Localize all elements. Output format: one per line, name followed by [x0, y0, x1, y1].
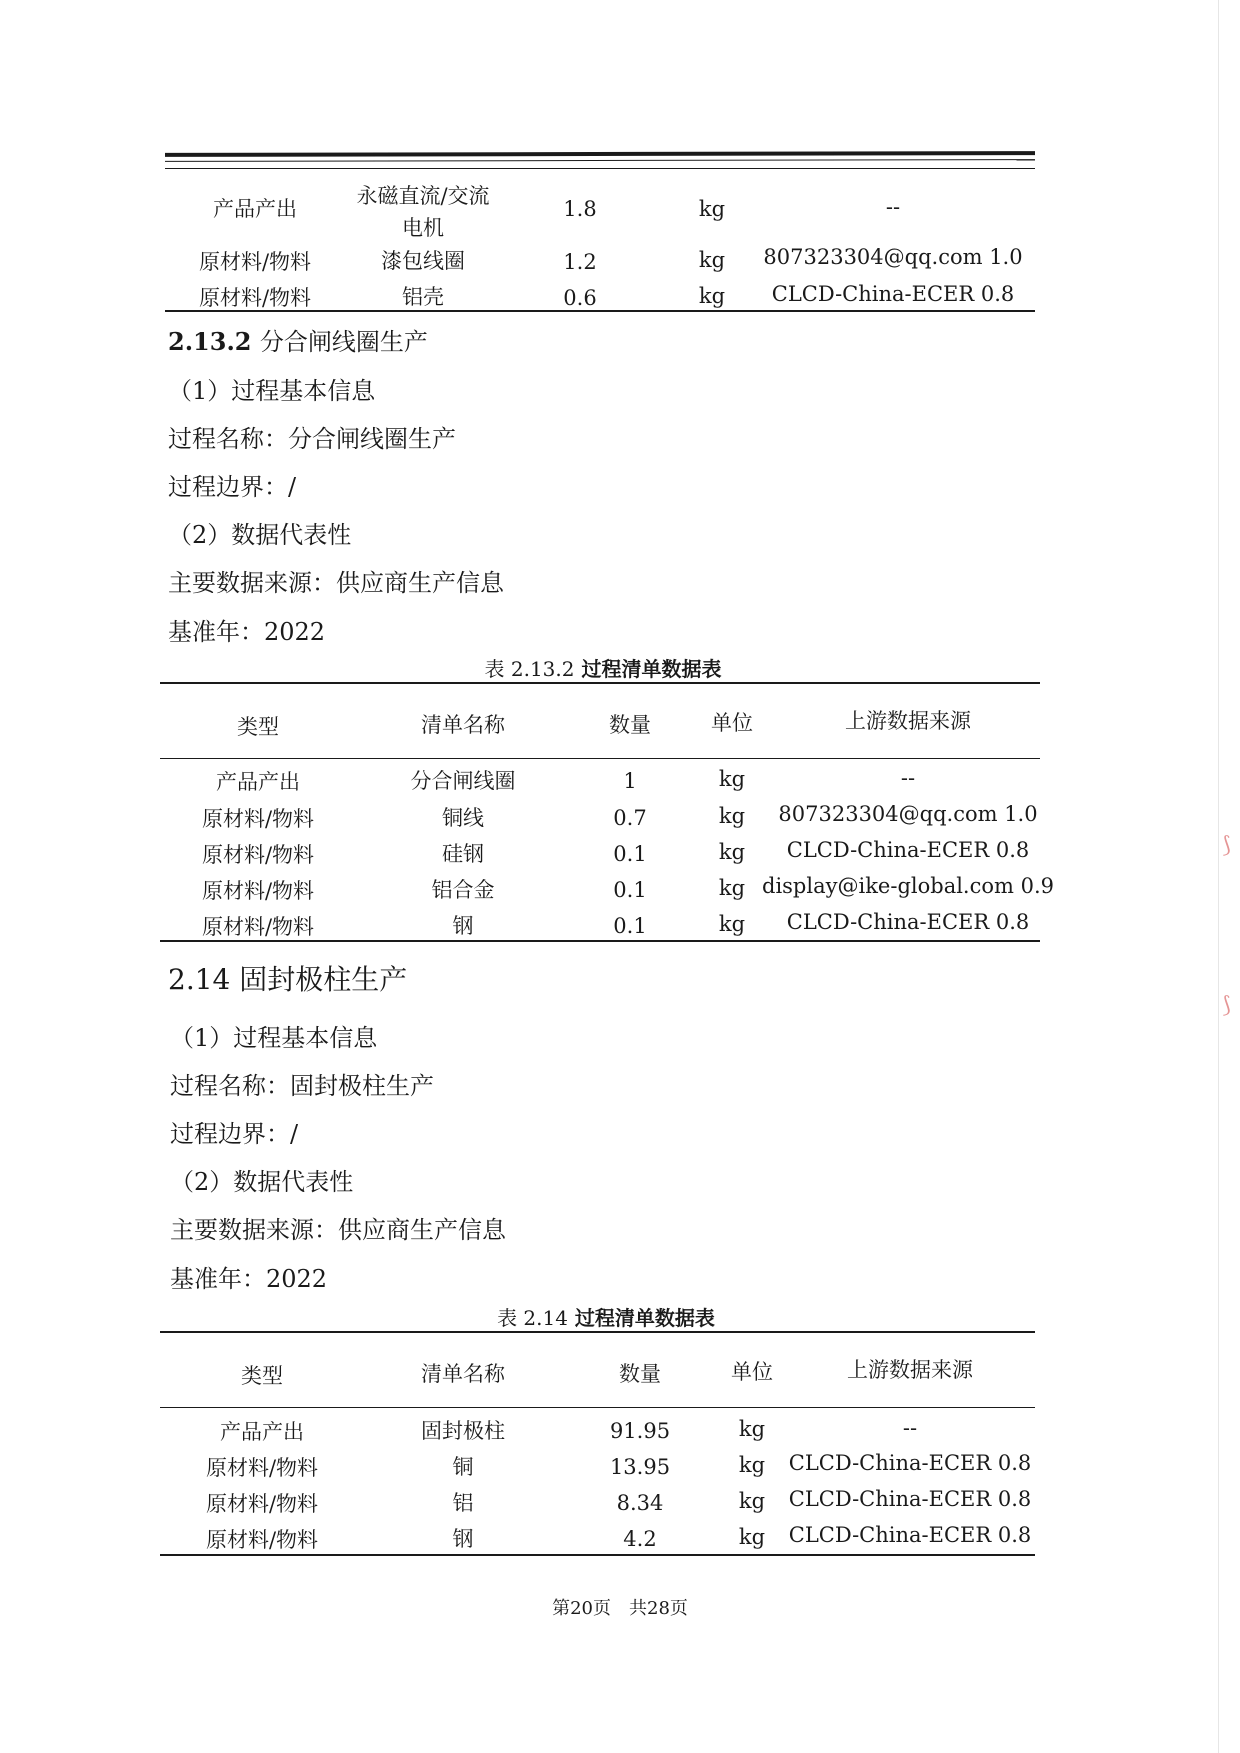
- cell-name: 固封极柱: [421, 1419, 505, 1443]
- section-title: 固封极柱生产: [239, 963, 408, 996]
- header-rule: [160, 1407, 1035, 1408]
- header-name: 清单名称: [421, 1362, 505, 1386]
- cell-qty: 1.2: [563, 250, 597, 274]
- page-edge: [1218, 0, 1219, 1753]
- cell-unit: kg: [738, 1525, 766, 1549]
- cell-type: 原材料/物料: [201, 879, 315, 903]
- process-name: 过程名称：分合闸线圈生产: [168, 425, 456, 453]
- basic-info-label: （1）过程基本信息: [170, 1024, 378, 1052]
- cell-name: 钢: [452, 914, 474, 938]
- data-source: 主要数据来源：供应商生产信息: [170, 1216, 506, 1244]
- cell-source: CLCD-China-ECER 0.8: [786, 838, 1030, 862]
- section-title: 分合闸线圈生产: [259, 328, 428, 356]
- representativeness-label: （2）数据代表性: [168, 521, 352, 549]
- table-top-rule: [160, 1331, 1035, 1333]
- cell-source: CLCD-China-ECER 0.8: [788, 1451, 1032, 1475]
- header-rule: [160, 758, 1040, 759]
- seal-fragment-mark: ⟆: [1222, 993, 1231, 1018]
- table-caption: [485, 656, 722, 682]
- representativeness-label: （2）数据代表性: [170, 1168, 354, 1196]
- basic-info-label: （1）过程基本信息: [168, 377, 376, 405]
- cell-type: 产品产出: [220, 1420, 304, 1444]
- table-bottom-rule: [160, 940, 1040, 942]
- cell-source: --: [900, 766, 916, 790]
- cell-source: CLCD-China-ECER 0.8: [786, 910, 1030, 934]
- cell-source: --: [885, 195, 901, 219]
- cell-qty: 0.6: [563, 286, 597, 310]
- cell-source: display@ike-global.com 0.9: [762, 874, 1054, 898]
- cell-type: 原材料/物料: [198, 286, 312, 310]
- table-top-rule: [165, 168, 1035, 169]
- table-caption: [497, 1305, 715, 1331]
- cell-name: 铝: [452, 1491, 474, 1515]
- cell-unit: kg: [718, 912, 746, 936]
- cell-qty: 0.1: [613, 878, 647, 902]
- cell-source: --: [902, 1416, 918, 1440]
- header-qty: 数量: [609, 713, 651, 737]
- process-name: 过程名称：固封极柱生产: [170, 1072, 434, 1100]
- cell-unit: kg: [698, 248, 726, 272]
- cell-qty: 8.34: [616, 1491, 664, 1515]
- caption-title: 过程清单数据表: [574, 1306, 715, 1330]
- header-rule-thin: [165, 159, 1035, 162]
- header-source: 上游数据来源: [847, 1358, 973, 1382]
- cell-type: 原材料/物料: [198, 250, 312, 274]
- cell-name: 钢: [452, 1527, 474, 1551]
- cell-source: 807323304@qq.com 1.0: [763, 245, 1023, 269]
- cell-type: 原材料/物料: [201, 807, 315, 831]
- cell-type: 原材料/物料: [205, 1456, 319, 1480]
- cell-type: 原材料/物料: [201, 915, 315, 939]
- cell-name: 铝壳: [402, 285, 444, 309]
- cell-unit: kg: [718, 804, 746, 828]
- cell-type: 原材料/物料: [205, 1528, 319, 1552]
- header-type: 类型: [237, 715, 279, 739]
- cell-unit: kg: [718, 840, 746, 864]
- cell-name: 铜: [452, 1455, 474, 1479]
- header-unit: 单位: [711, 711, 753, 735]
- cell-source: CLCD-China-ECER 0.8: [788, 1487, 1032, 1511]
- page-footer: 第20页 共28页: [552, 1598, 688, 1619]
- cell-unit: kg: [698, 197, 726, 221]
- caption-number: 表 2.14: [497, 1306, 568, 1330]
- base-year: 基准年：2022: [170, 1265, 328, 1293]
- table-top-rule: [160, 682, 1040, 684]
- caption-title: 过程清单数据表: [581, 657, 722, 681]
- cell-unit: kg: [738, 1417, 766, 1441]
- cell-name: 分合闸线圈: [410, 769, 516, 793]
- section-number: 2.13.2: [168, 327, 252, 356]
- process-boundary: 过程边界：/: [168, 473, 297, 501]
- cell-type: 原材料/物料: [201, 843, 315, 867]
- cell-qty: 0.1: [613, 914, 647, 938]
- section-heading: [168, 326, 428, 358]
- seal-fragment-mark: ⟆: [1222, 833, 1231, 858]
- cell-qty: 13.95: [609, 1455, 671, 1479]
- cell-qty: 0.7: [613, 806, 647, 830]
- cell-source: CLCD-China-ECER 0.8: [788, 1523, 1032, 1547]
- cell-type: 产品产出: [213, 197, 297, 221]
- cell-type: 原材料/物料: [205, 1492, 319, 1516]
- cell-unit: kg: [738, 1489, 766, 1513]
- cell-name: 铝合金: [431, 878, 495, 902]
- cell-unit: kg: [718, 767, 746, 791]
- data-source: 主要数据来源：供应商生产信息: [168, 569, 504, 597]
- cell-name: 铜线: [442, 806, 484, 830]
- section-number: 2.14: [168, 963, 231, 996]
- process-boundary: 过程边界：/: [170, 1120, 299, 1148]
- header-unit: 单位: [731, 1360, 773, 1384]
- table-bottom-rule: [160, 1554, 1035, 1556]
- cell-qty: 1.8: [563, 197, 597, 221]
- cell-name: 漆包线圈: [381, 249, 465, 273]
- cell-unit: kg: [738, 1453, 766, 1477]
- section-heading: [168, 962, 407, 998]
- cell-unit: kg: [718, 876, 746, 900]
- base-year: 基准年：2022: [168, 618, 326, 646]
- header-name: 清单名称: [421, 713, 505, 737]
- table-bottom-rule: [165, 310, 1035, 312]
- cell-qty: 1: [623, 769, 637, 793]
- cell-source: 807323304@qq.com 1.0: [778, 802, 1038, 826]
- header-rule: [165, 151, 1035, 157]
- cell-unit: kg: [698, 284, 726, 308]
- cell-type: 产品产出: [216, 770, 300, 794]
- caption-number: 表 2.13.2: [484, 657, 575, 681]
- cell-qty: 4.2: [623, 1527, 657, 1551]
- cell-name: 永磁直流/交流电机: [356, 184, 490, 240]
- cell-qty: 0.1: [613, 842, 647, 866]
- header-source: 上游数据来源: [845, 709, 971, 733]
- cell-name: 硅钢: [442, 842, 484, 866]
- cell-qty: 91.95: [609, 1419, 671, 1443]
- cell-source: CLCD-China-ECER 0.8: [771, 282, 1015, 306]
- header-type: 类型: [241, 1364, 283, 1388]
- header-qty: 数量: [619, 1362, 661, 1386]
